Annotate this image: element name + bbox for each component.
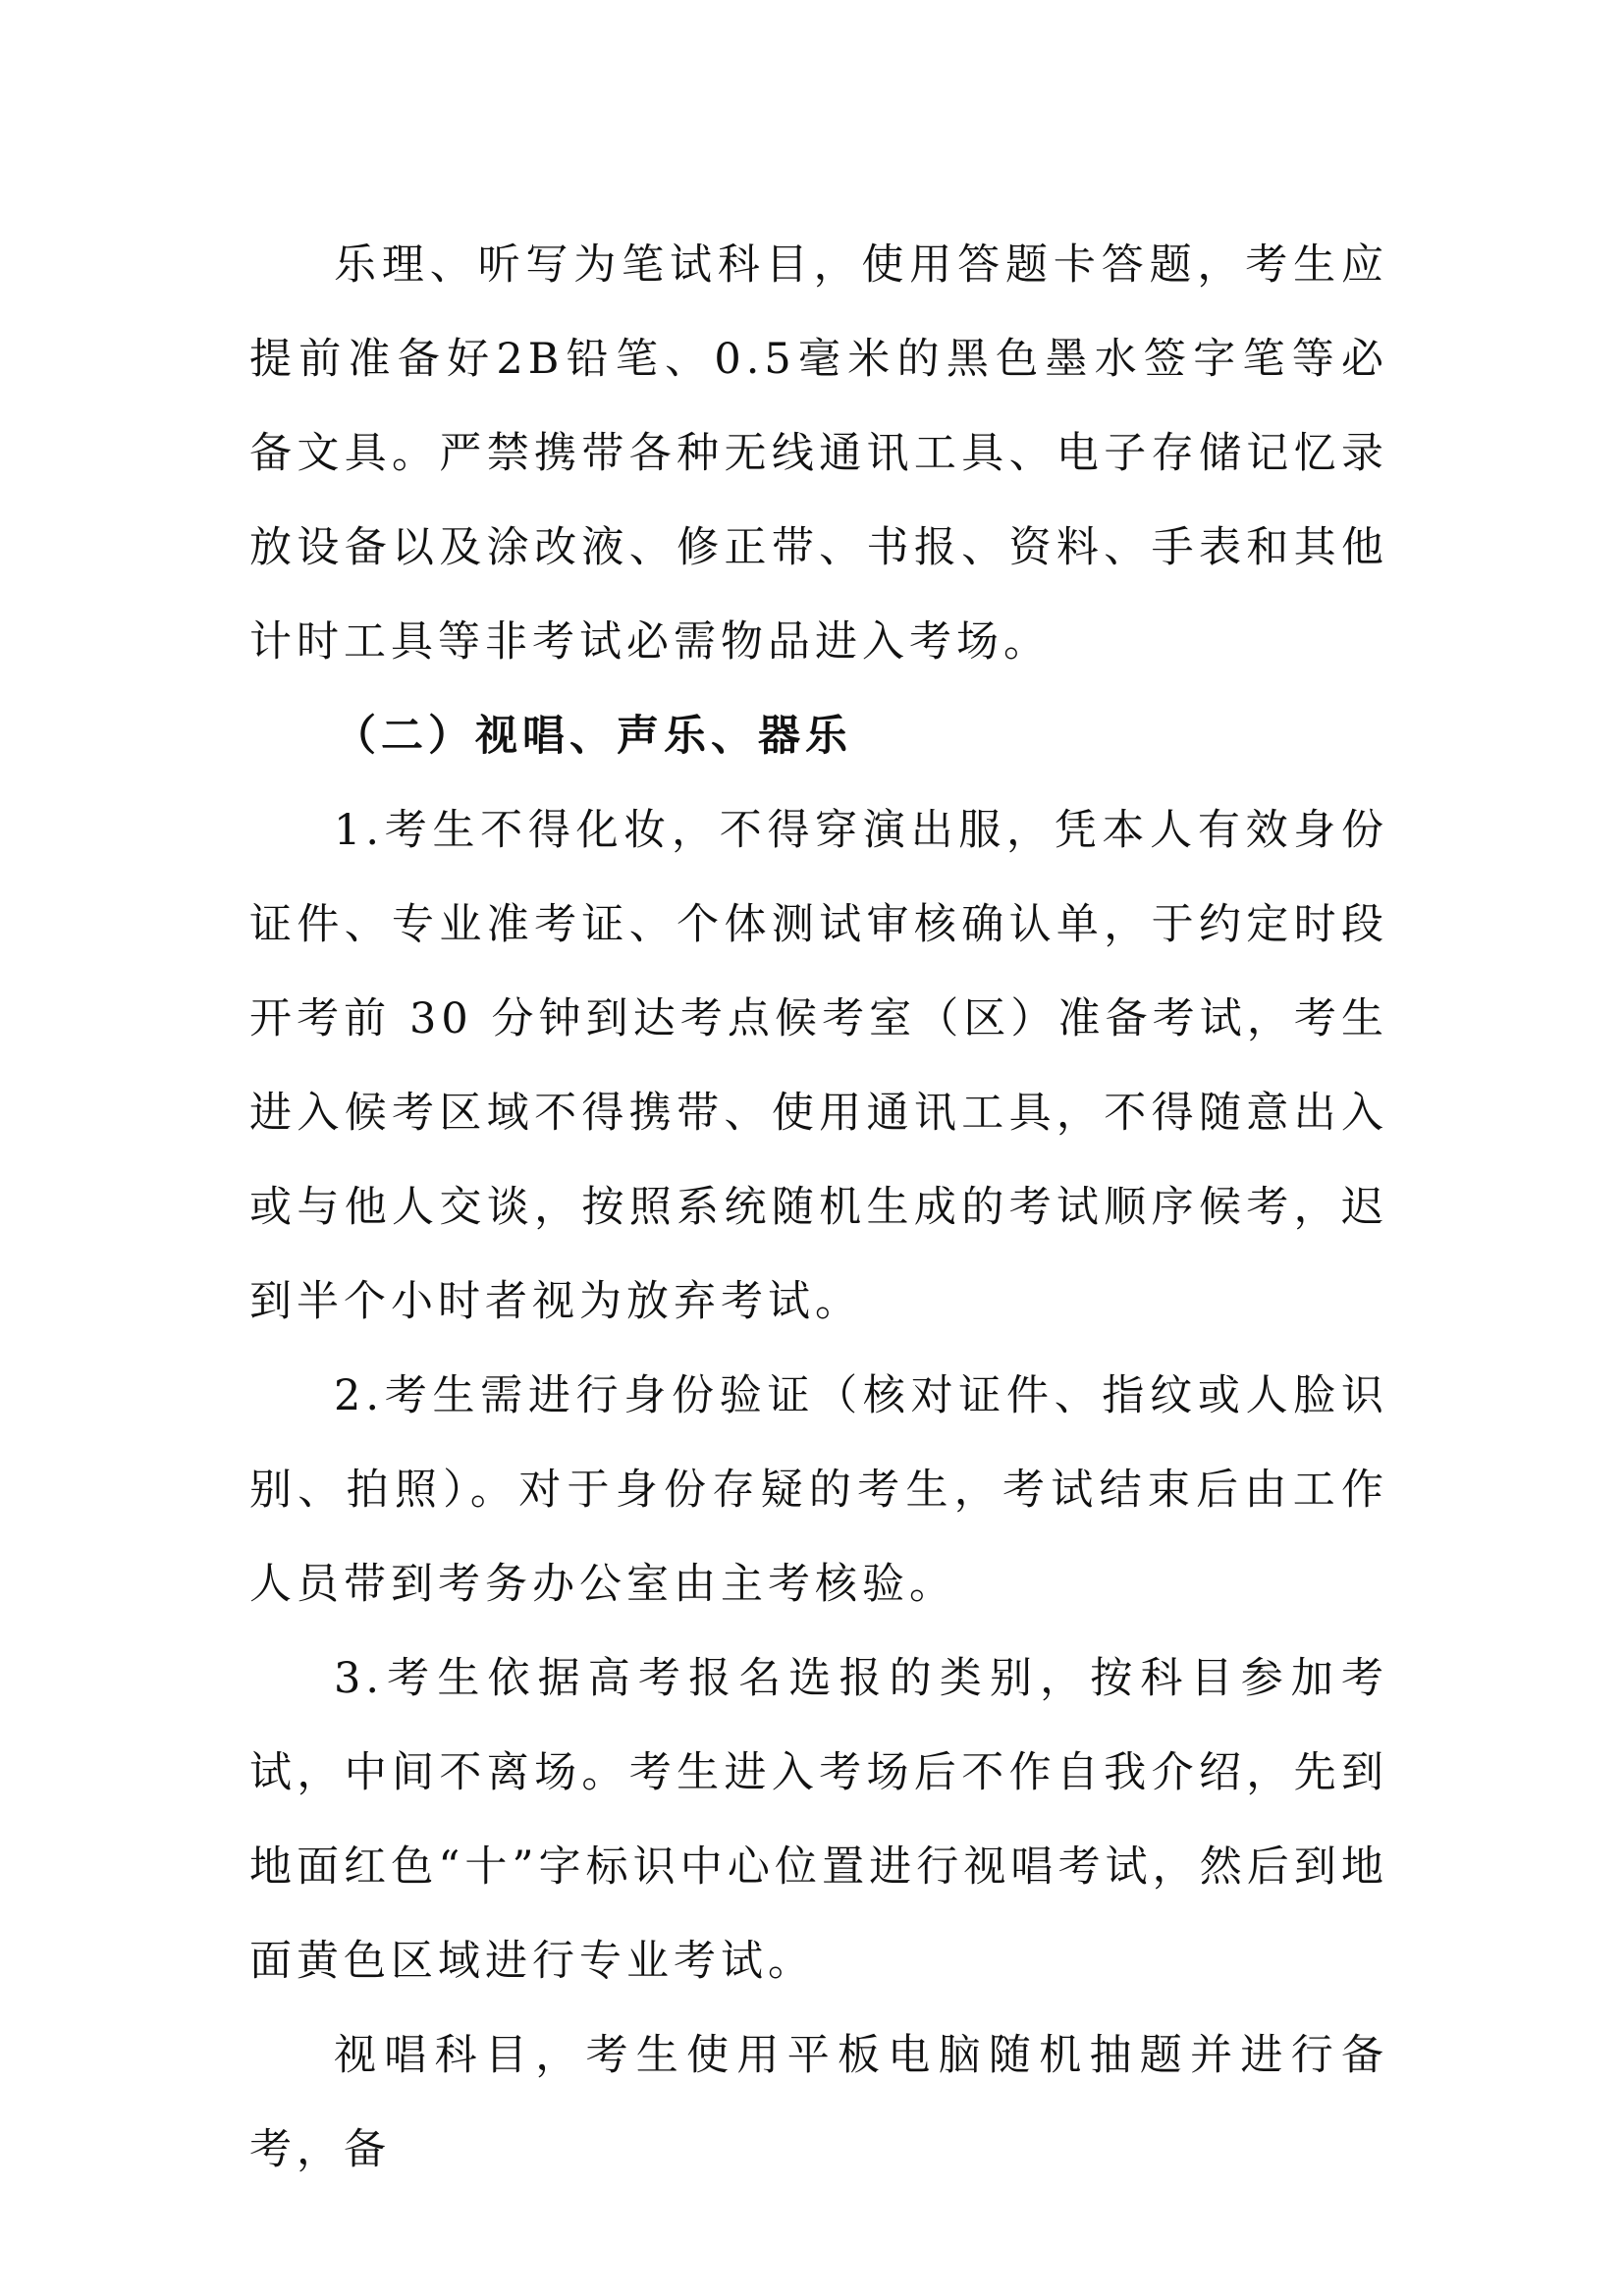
paragraph-item-1: 1.考生不得化妆，不得穿演出服，凭本人有效身份证件、专业准考证、个体测试审核确认单，于约定时段开考前 30 分钟到达考点候考室（区）准备考试，考生进入候考区域不得携带、使用通讯工具，不得随意出入或与他人交谈，按照系统随机生成的考试顺序候考，迟到半个小时者视为放弃考试。 xyxy=(249,806,1388,1326)
paragraph-item-3: 3.考生依据高考报名选报的类别，按科目参加考试，中间不离场。考生进入考场后不作自我介绍，先到地面红色“十”字标识中心位置进行视唱考试，然后到地面黄色区域进行专业考试。 xyxy=(249,1654,1388,1986)
paragraph-written-subjects: 乐理、听写为笔试科目，使用答题卡答题，考生应提前准备好2B铅笔、0.5毫米的黑色墨水签字笔等必备文具。严禁携带各种无线通讯工具、电子存储记忆录放设备以及涂改液、修正带、书报、资料、手表和其他计时工具等非考试必需物品进入考场。 xyxy=(249,240,1388,667)
document-body xyxy=(249,218,1388,2197)
paragraph-sight-singing: 视唱科目，考生使用平板电脑随机抽题并进行备考，备 xyxy=(249,2031,1388,2174)
paragraph-item-2: 2.考生需进行身份验证（核对证件、指纹或人脸识别、拍照）。对于身份存疑的考生，考试结束后由工作人员带到考务办公室由主考核验。 xyxy=(249,1371,1388,1609)
section-heading: （二）视唱、声乐、器乐 xyxy=(334,712,852,761)
